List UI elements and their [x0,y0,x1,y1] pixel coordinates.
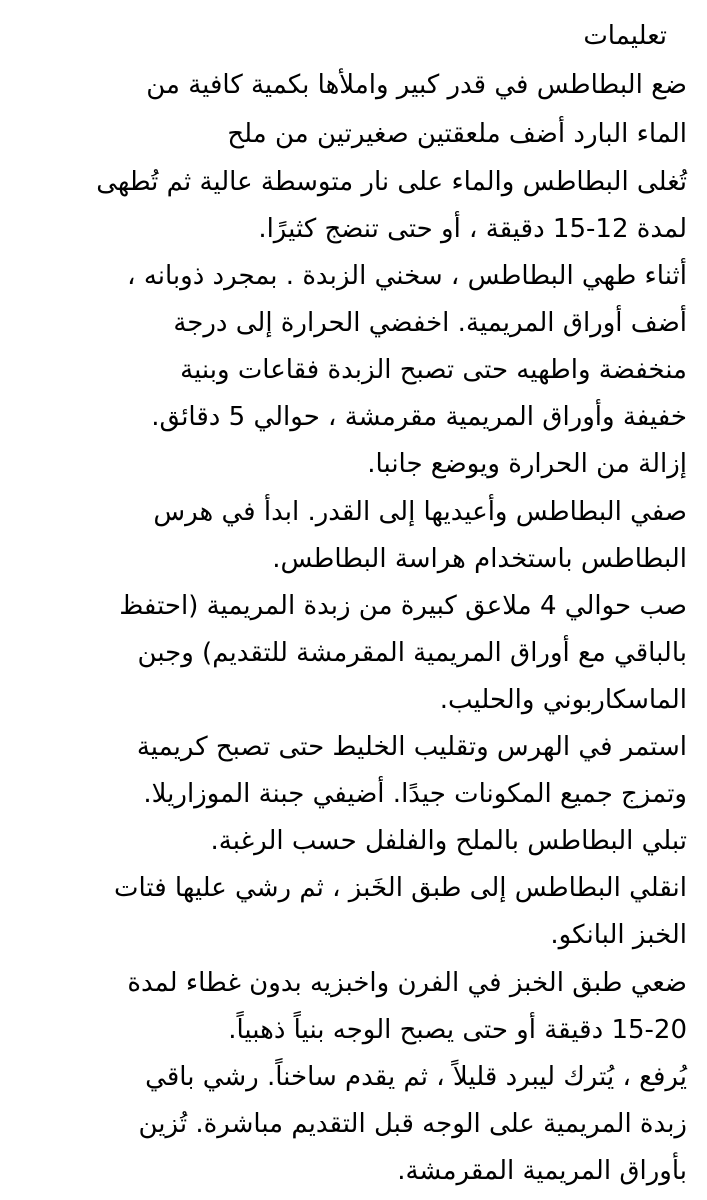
text-line: تبلي البطاطس بالملح والفلفل حسب الرغبة. [210,826,687,856]
text-line: زبدة المريمية على الوجه قبل التقديم مباشرة. تُزين [138,1109,687,1139]
text-line: تُغلى البطاطس والماء على نار متوسطة عالية ثم تُطهى [96,167,687,197]
text-line: انقلي البطاطس إلى طبق الخَبز ، ثم رشي عليها فتات [113,873,687,903]
instructions-title: تعليمات [583,21,667,51]
text-line: لمدة 12-15 دقيقة ، أو حتى تنضج كثيرًا. [258,214,687,244]
text-line: يُرفع ، يُترك ليبرد قليلاً ، ثم يقدم ساخناً. رشي باقي [145,1062,687,1092]
text-line: البطاطس باستخدام هراسة البطاطس. [272,544,687,574]
text-line: أثناء طهي البطاطس ، سخني الزبدة . بمجرد ذوبانه ، [127,261,687,291]
text-line: صفي البطاطس وأعيديها إلى القدر. ابدأ في هرس [153,497,687,527]
text-line: الماء البارد أضف ملعقتين صغيرتين من ملح [227,119,687,149]
text-line: أضف أوراق المريمية. اخفضي الحرارة إلى درجة [173,308,687,338]
text-line: الخبز البانكو. [550,920,687,950]
text-line: ضعي طبق الخبز في الفرن واخبزيه بدون غطاء لمدة [127,968,687,998]
text-line: بالباقي مع أوراق المريمية المقرمشة للتقديم) وجبن [137,638,687,668]
text-line: صب حوالي 4 ملاعق كبيرة من زبدة المريمية (احتفظ [119,591,687,621]
text-line: بأوراق المريمية المقرمشة. [397,1156,687,1186]
text-line: منخفضة واطهيه حتى تصبح الزبدة فقاعات وبنية [180,355,687,385]
text-line: وتمزج جميع المكونات جيدًا. أضيفي جبنة الموزاريلا. [143,779,687,809]
text-line: خفيفة وأوراق المريمية مقرمشة ، حوالي 5 دقائق. [151,402,687,432]
text-line: استمر في الهرس وتقليب الخليط حتى تصبح كريمية [136,732,687,762]
text-line: ضع البطاطس في قدر كبير واملأها بكمية كافية من [146,70,687,100]
text-line: إزالة من الحرارة ويوضع جانبا. [367,449,687,479]
text-line: 15-20 دقيقة أو حتى يصبح الوجه بنياً ذهبياً. [228,1015,687,1045]
text-line: الماسكاربوني والحليب. [439,685,687,715]
